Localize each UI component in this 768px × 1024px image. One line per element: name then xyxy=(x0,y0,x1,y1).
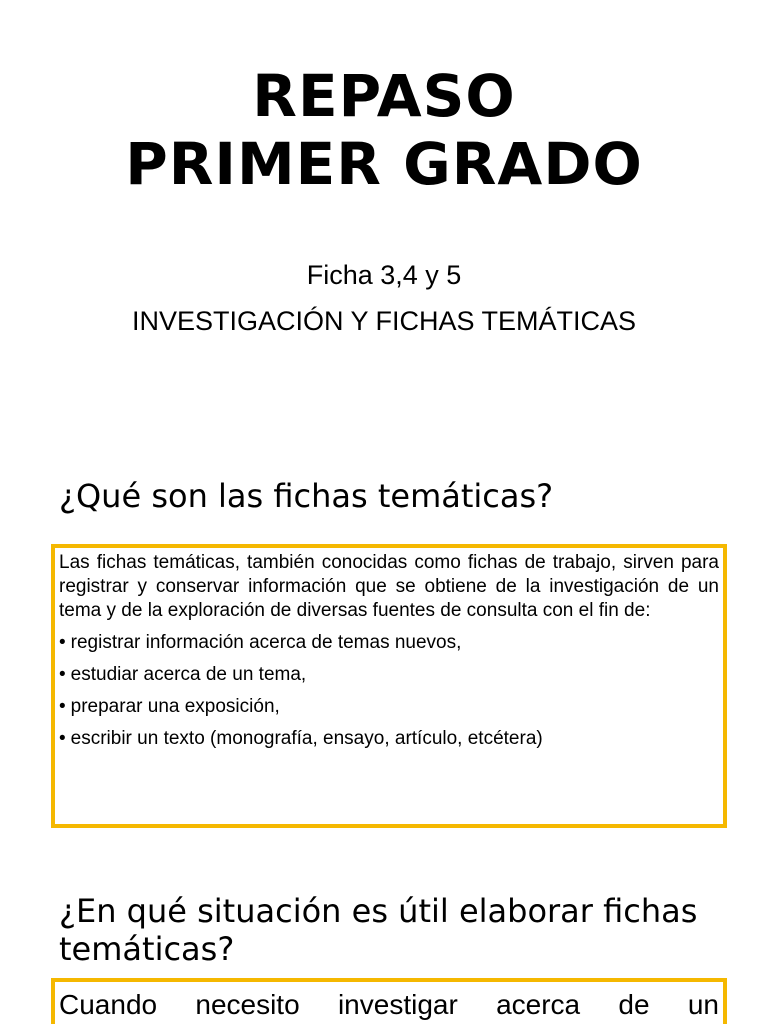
answer-paragraph: Cuando necesito investigar acerca de un xyxy=(59,989,719,1020)
subtitle-line-2: INVESTIGACIÓN Y FICHAS TEMÁTICAS xyxy=(131,306,637,336)
section-heading-when-useful: ¿En qué situación es útil elaborar fichas temáticas? xyxy=(59,892,698,968)
list-item: • registrar información acerca de temas nuevos, xyxy=(59,627,719,659)
subtitle-line-1: Ficha 3,4 y 5 xyxy=(306,260,462,290)
definition-paragraph: Las fichas temáticas, también conocidas como fichas de trabajo, sirven para registrar y conservar información que se obtiene de la investigación de un tema y de la exploración de diversas fuentes de consulta con el fin de: xyxy=(59,552,719,621)
definition-box xyxy=(51,544,727,828)
answer-box xyxy=(51,978,727,1024)
list-item: • preparar una exposición, xyxy=(59,691,719,723)
list-item: • escribir un texto (monografía, ensayo, artículo, etcétera) xyxy=(59,723,719,755)
page-subtitle xyxy=(0,252,768,344)
page-title xyxy=(0,62,768,198)
list-item: • estudiar acerca de un tema, xyxy=(59,659,719,691)
section-heading-what-are: ¿Qué son las fichas temáticas? xyxy=(59,477,554,515)
title-line-1: REPASO xyxy=(252,62,516,130)
title-line-2: PRIMER GRADO xyxy=(125,130,643,198)
purpose-list xyxy=(59,627,719,755)
